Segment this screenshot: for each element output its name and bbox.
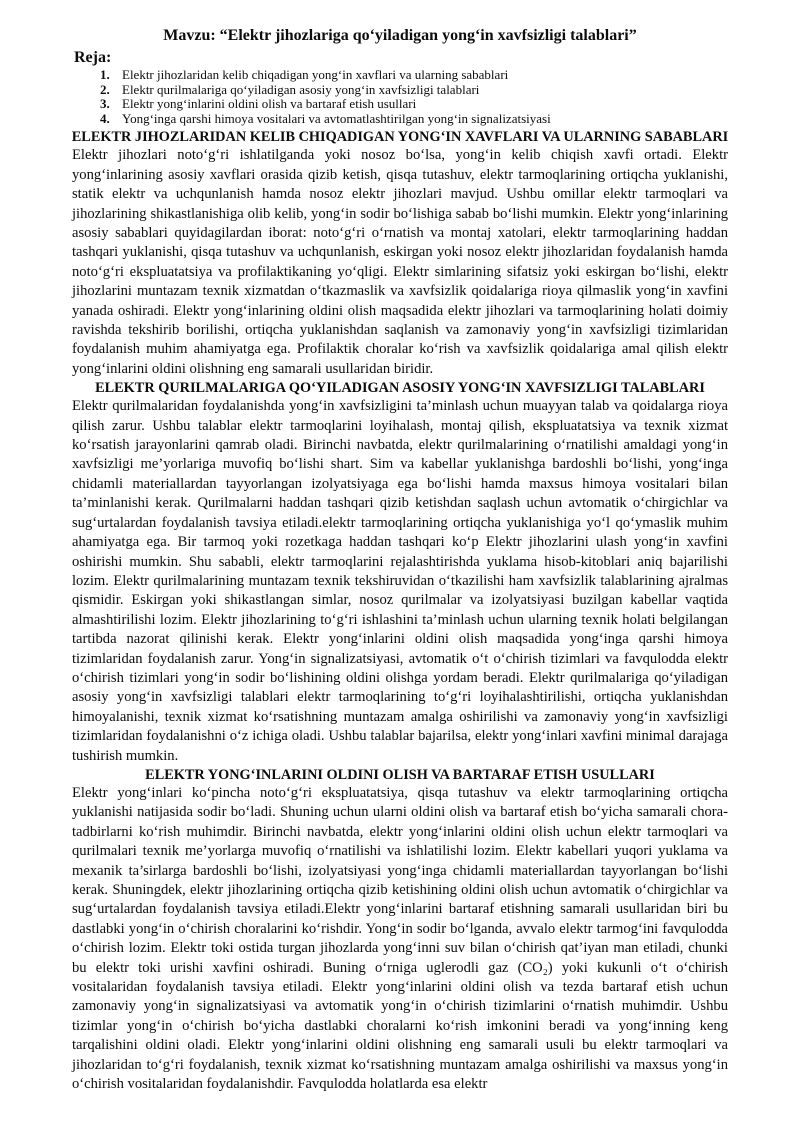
section-2-heading: ELEKTR QURILMALARIGA QO‘YILADIGAN ASOSIY YONG‘IN XAVFSIZLIGI TALABLARI bbox=[95, 380, 705, 397]
plan-item-text: Yong‘inga qarshi himoya vositalari va avtomatlashtirilgan yong‘in signalizatsiyasi bbox=[122, 110, 551, 126]
section-3-paragraph: Elektr yong‘inlari ko‘pincha noto‘g‘ri ekspluatatsiya, qisqa tutashuv va elektr tarmoqlarining ortiqcha yuklanishi natijasida sodir bo‘ladi. Shuning uchun ularni oldini olish va bartaraf etish bo‘yicha samarali chora-tadbirlarni ko‘rish muhimdir. Birinchi navbatda, elektr yong‘inlarini oldini olish uchun elektr tarmoqlari va qurilmalari texnik me’yorlarga muvofiq o‘rnatilishi va ishlatilishi lozim. Elektr kabellari yuqori yuklama va mexanik ta’sirlarga bardoshli bo‘lishi, izolyatsiyasi yong‘inga chidamli materiallardan tayyorlangan bo‘lishi kerak. Shuningdek, elektr jihozlarining ortiqcha qizib ketishining oldini olish uchun avtomatik o‘chirgichlar va sug‘urtalardan foydalanish tavsiya etiladi.Elektr yong‘inlarini bartaraf etishning samarali usullaridan biri bu dastlabki yong‘in o‘chirish choralarini ko‘rishdir. Yong‘in sodir bo‘lganda, avvalo elektr tarmog‘ini favqulodda o‘chirish lozim. Elektr toki ostida turgan jihozlarda yong‘inni suv bilan o‘chirish qat’iyan man etiladi, chunki bu elektr toki urishi xavfini oshiradi. Buning o‘rniga uglerodli gaz (CO₂) yoki kukunli o‘t o‘chirish vositalaridan foydalanish tavsiya etiladi. Elektr yong‘inlarini oldini olish va tezda bartaraf etish uchun zamonaviy yong‘in signalizatsiyasi va avtomatik yong‘in o‘chirish tizimlarini o‘rnatish muhimdir. Ushbu tizimlar yong‘in o‘chirish bo‘yicha dastlabki choralarni ko‘rish imkonini beradi va yong‘inning keng tarqalishini oldini oladi. Elektr yong‘inlarini oldini olishning eng samarali usuli bu elektr tarmoqlari va jihozlaridan to‘g‘ri foydalanish, texnik xizmat ko‘rsatishning muntazam amalga oshirilishi va maxsus yong‘in o‘chirish vositalaridan foydalanishdir. Favqulodda holatlarda esa elektr bbox=[72, 784, 728, 1093]
plan-item-number: 1. bbox=[100, 67, 110, 82]
plan-item bbox=[100, 83, 728, 98]
section-3-heading: ELEKTR YONG‘INLARINI OLDINI OLISH VA BARTARAF ETISH USULLARI bbox=[145, 766, 655, 783]
section-1-heading: ELEKTR JIHOZLARIDAN KELIB CHIQADIGAN YONG‘IN XAVFLARI VA ULARNING SABABLARI bbox=[71, 129, 729, 146]
plan-list bbox=[72, 68, 728, 126]
plan-item-text: Elektr yong‘inlarini oldini olish va bartaraf etish usullari bbox=[122, 96, 417, 112]
plan-item-number: 3. bbox=[100, 96, 110, 112]
plan-item-number: 4. bbox=[100, 110, 110, 126]
plan-item bbox=[100, 97, 728, 112]
plan-item-text: Elektr qurilmalariga qo‘yiladigan asosiy yong‘in xavfsizligi talablari bbox=[122, 81, 480, 97]
section-1-paragraph: Elektr jihozlari noto‘g‘ri ishlatilganda yoki nosoz bo‘lsa, yong‘in kelib chiqish xavfi ortadi. Elektr yong‘inlarining asosiy xavflari orasida qizib ketish, qisqa tutashuv, elektr tarmoqlarining ortiqcha yuklanishi, statik elektr va uchqunlanish hamda nosoz elektr jihozlari mavjud. Ushbu omillar elektr tarmoqlari va jihozlarining shikastlanishiga olib kelib, yong‘in sodir bo‘lishiga sabab bo‘lishi mumkin. Elektr yong‘inlarining asosiy sabablari quyidagilardan iborat: noto‘g‘ri o‘rnatish va montaj xatolari, elektr tarmoqlarining haddan tashqari yuklanishi, qisqa tutashuv va uchqunlanish, eskirgan yoki nosoz elektr jihozlaridan foydalanish hamda noto‘g‘ri ekspluatatsiya va profilaktikaning yo‘qligi. Elektr simlarining sifatsiz yoki eskirgan bo‘lishi, elektr jihozlarini muntazam texnik xizmatdan o‘tkazmaslik va xavfsizlik qoidalariga rioya qilmaslik yong‘in xavfini yanada oshiradi. Elektr yong‘inlarining oldini olish maqsadida elektr jihozlari va tarmoqlarining holati doimiy ravishda tekshirib borilishi, ortiqcha yuklanishdan saqlanish va zamonaviy yong‘in xavfsizligi tizimlaridan foydalanish muhim ahamiyatga ega. Profilaktik choralar ko‘rish va xavfsizlik qoidalariga amal qilish elektr yong‘inlarini oldini olishning eng samarali usullaridan biridir. bbox=[72, 147, 728, 377]
plan-item-number: 2. bbox=[100, 81, 110, 97]
plan-item-text: Elektr jihozlaridan kelib chiqadigan yong‘in xavflari va ularning sabablari bbox=[122, 67, 509, 82]
plan-label: Reja: bbox=[74, 49, 112, 66]
plan-item bbox=[100, 112, 728, 127]
plan-item bbox=[100, 68, 728, 83]
section-2-paragraph: Elektr qurilmalaridan foydalanishda yong‘in xavfsizligini ta’minlash uchun muayyan talab va qoidalarga rioya qilish zarur. Ushbu talablar elektr tarmoqlarini loyihalash, montaj qilish, ekspluatatsiya va texnik xizmat ko‘rsatish jarayonlarini qamrab oladi. Birinchi navbatda, elektr qurilmalarining o‘rnatilishi amaldagi yong‘in xavfsizligi me’yorlariga muvofiq bo‘lishi shart. Sim va kabellar yuklanishga bardoshli bo‘lishi, yong‘inga chidamli materiallardan tayyorlangan izolyatsiyaga ega bo‘lishi hamda maxsus himoya vositalari bilan ta’minlanishi kerak. Qurilmalarni haddan tashqari qizib ketishdan saqlash uchun avtomatik o‘chirgichlar va sug‘urtalardan foydalanish tavsiya etiladi.elektr tarmoqlarining ortiqcha yuklanishiga yo‘l qo‘ymaslik muhim ahamiyatga ega. Bir tarmoq yoki rozetkaga haddan tashqari ko‘p Elektr jihozlarini ulash yong‘in xavfini oshirishi mumkin. Shu sababli, elektr tarmoqlarini rejalashtirishda yuklama hisob-kitoblari aniq bajarilishi lozim. Elektr qurilmalarining muntazam texnik tekshiruvidan o‘tkazilishi ham xavfsizlik talablarining ajralmas qismidir. Eskirgan yoki shikastlangan simlar, nosoz qurilmalar va izolyatsiyasi buzilgan kabellar vaqtida almashtirilishi lozim. Elektr jihozlarining to‘g‘ri ishlashini ta’minlash uchun ularning texnik holati belgilangan tartibda nazorat qilinishi kerak. Elektr yong‘inlarini oldini olish maqsadida yong‘inga qarshi himoya tizimlaridan foydalanish zarur. Yong‘in signalizatsiyasi, avtomatik o‘t o‘chirish tizimlari va favqulodda elektr o‘chirish tizimlari yong‘in sodir bo‘lishining oldini olishga yordam beradi. Elektr qurilmalariga qo‘yiladigan asosiy yong‘in xavfsizligi talablari elektr tarmoqlarining to‘g‘ri loyihalashtirilishi, ortiqcha yuklanishdan himoyalanishi, texnik xizmat ko‘rsatishning muntazam amalga oshirilishi va zamonaviy yong‘in xavfsizligi tizimlaridan foydalanishni o‘z ichiga oladi. Ushbu talablar bajarilsa, elektr yong‘inlari xavfini minimal darajaga tushirish mumkin. bbox=[72, 398, 728, 764]
document-title: Mavzu: “Elektr jihozlariga qo‘yiladigan yong‘in xavfsizligi talablari” bbox=[163, 27, 637, 44]
